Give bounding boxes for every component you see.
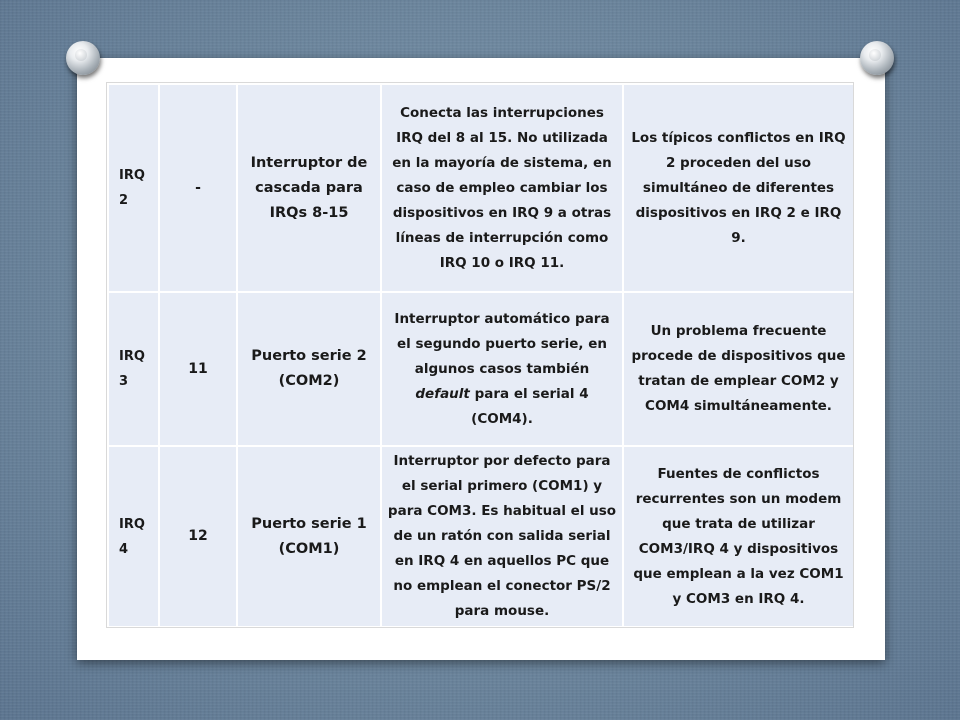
usage-italic-text: default [415,385,470,402]
pushpin-right-icon [860,41,894,75]
irq-label: IRQ [119,516,145,532]
device-cell: Interruptor de cascada para IRQs 8-15 [238,85,380,291]
irq-table [107,83,855,628]
pushpin-left-icon [66,41,100,75]
device-cell: Puerto serie 1 (COM1) [238,447,380,626]
usage-cell: Interruptor por defecto para el serial primero (COM1) y para COM3. Es habitual el uso de un ratón con salida serial en IRQ 4 en aquellos PC que no emplean el conector PS/2 para mouse. [382,447,622,626]
conflicts-cell: Un problema frecuente procede de dispositivos que tratan de emplear COM2 y COM4 simultáneamente. [624,293,853,445]
conflicts-cell: Fuentes de conflictos recurrentes son un modem que trata de utilizar COM3/IRQ 4 y dispositivos que emplean a la vez COM1 y COM3 en IRQ 4. [624,447,853,626]
device-cell: Puerto serie 2 (COM2) [238,293,380,445]
irq-label: IRQ [119,168,145,183]
table-row [109,293,853,445]
usage-cell [382,293,622,445]
irq-cell [109,85,158,291]
irq-number: 2 [119,193,129,208]
number-cell: 11 [160,293,236,445]
irq-number: 3 [119,374,129,389]
irq-label: IRQ [119,349,145,364]
number-cell: - [160,85,236,291]
table-row [109,85,853,291]
usage-cell: Conecta las interrupciones IRQ del 8 al 15. No utilizada en la mayoría de sistema, en caso de empleo cambiar los dispositivos en IRQ 9 a otras líneas de interrupción como IRQ 10 o IRQ 11. [382,85,622,291]
number-cell: 12 [160,447,236,626]
irq-table-container [106,82,854,628]
irq-cell [109,293,158,445]
irq-cell [109,447,158,626]
usage-text: Interruptor automático para el segundo puerto serie, en algunos casos también [394,310,610,377]
irq-number: 4 [119,541,129,557]
usage-text: para el serial 4 (COM4). [471,385,589,427]
table-row [109,447,853,626]
conflicts-cell: Los típicos conflictos en IRQ 2 proceden del uso simultáneo de diferentes dispositivos en IRQ 2 e IRQ 9. [624,85,853,291]
